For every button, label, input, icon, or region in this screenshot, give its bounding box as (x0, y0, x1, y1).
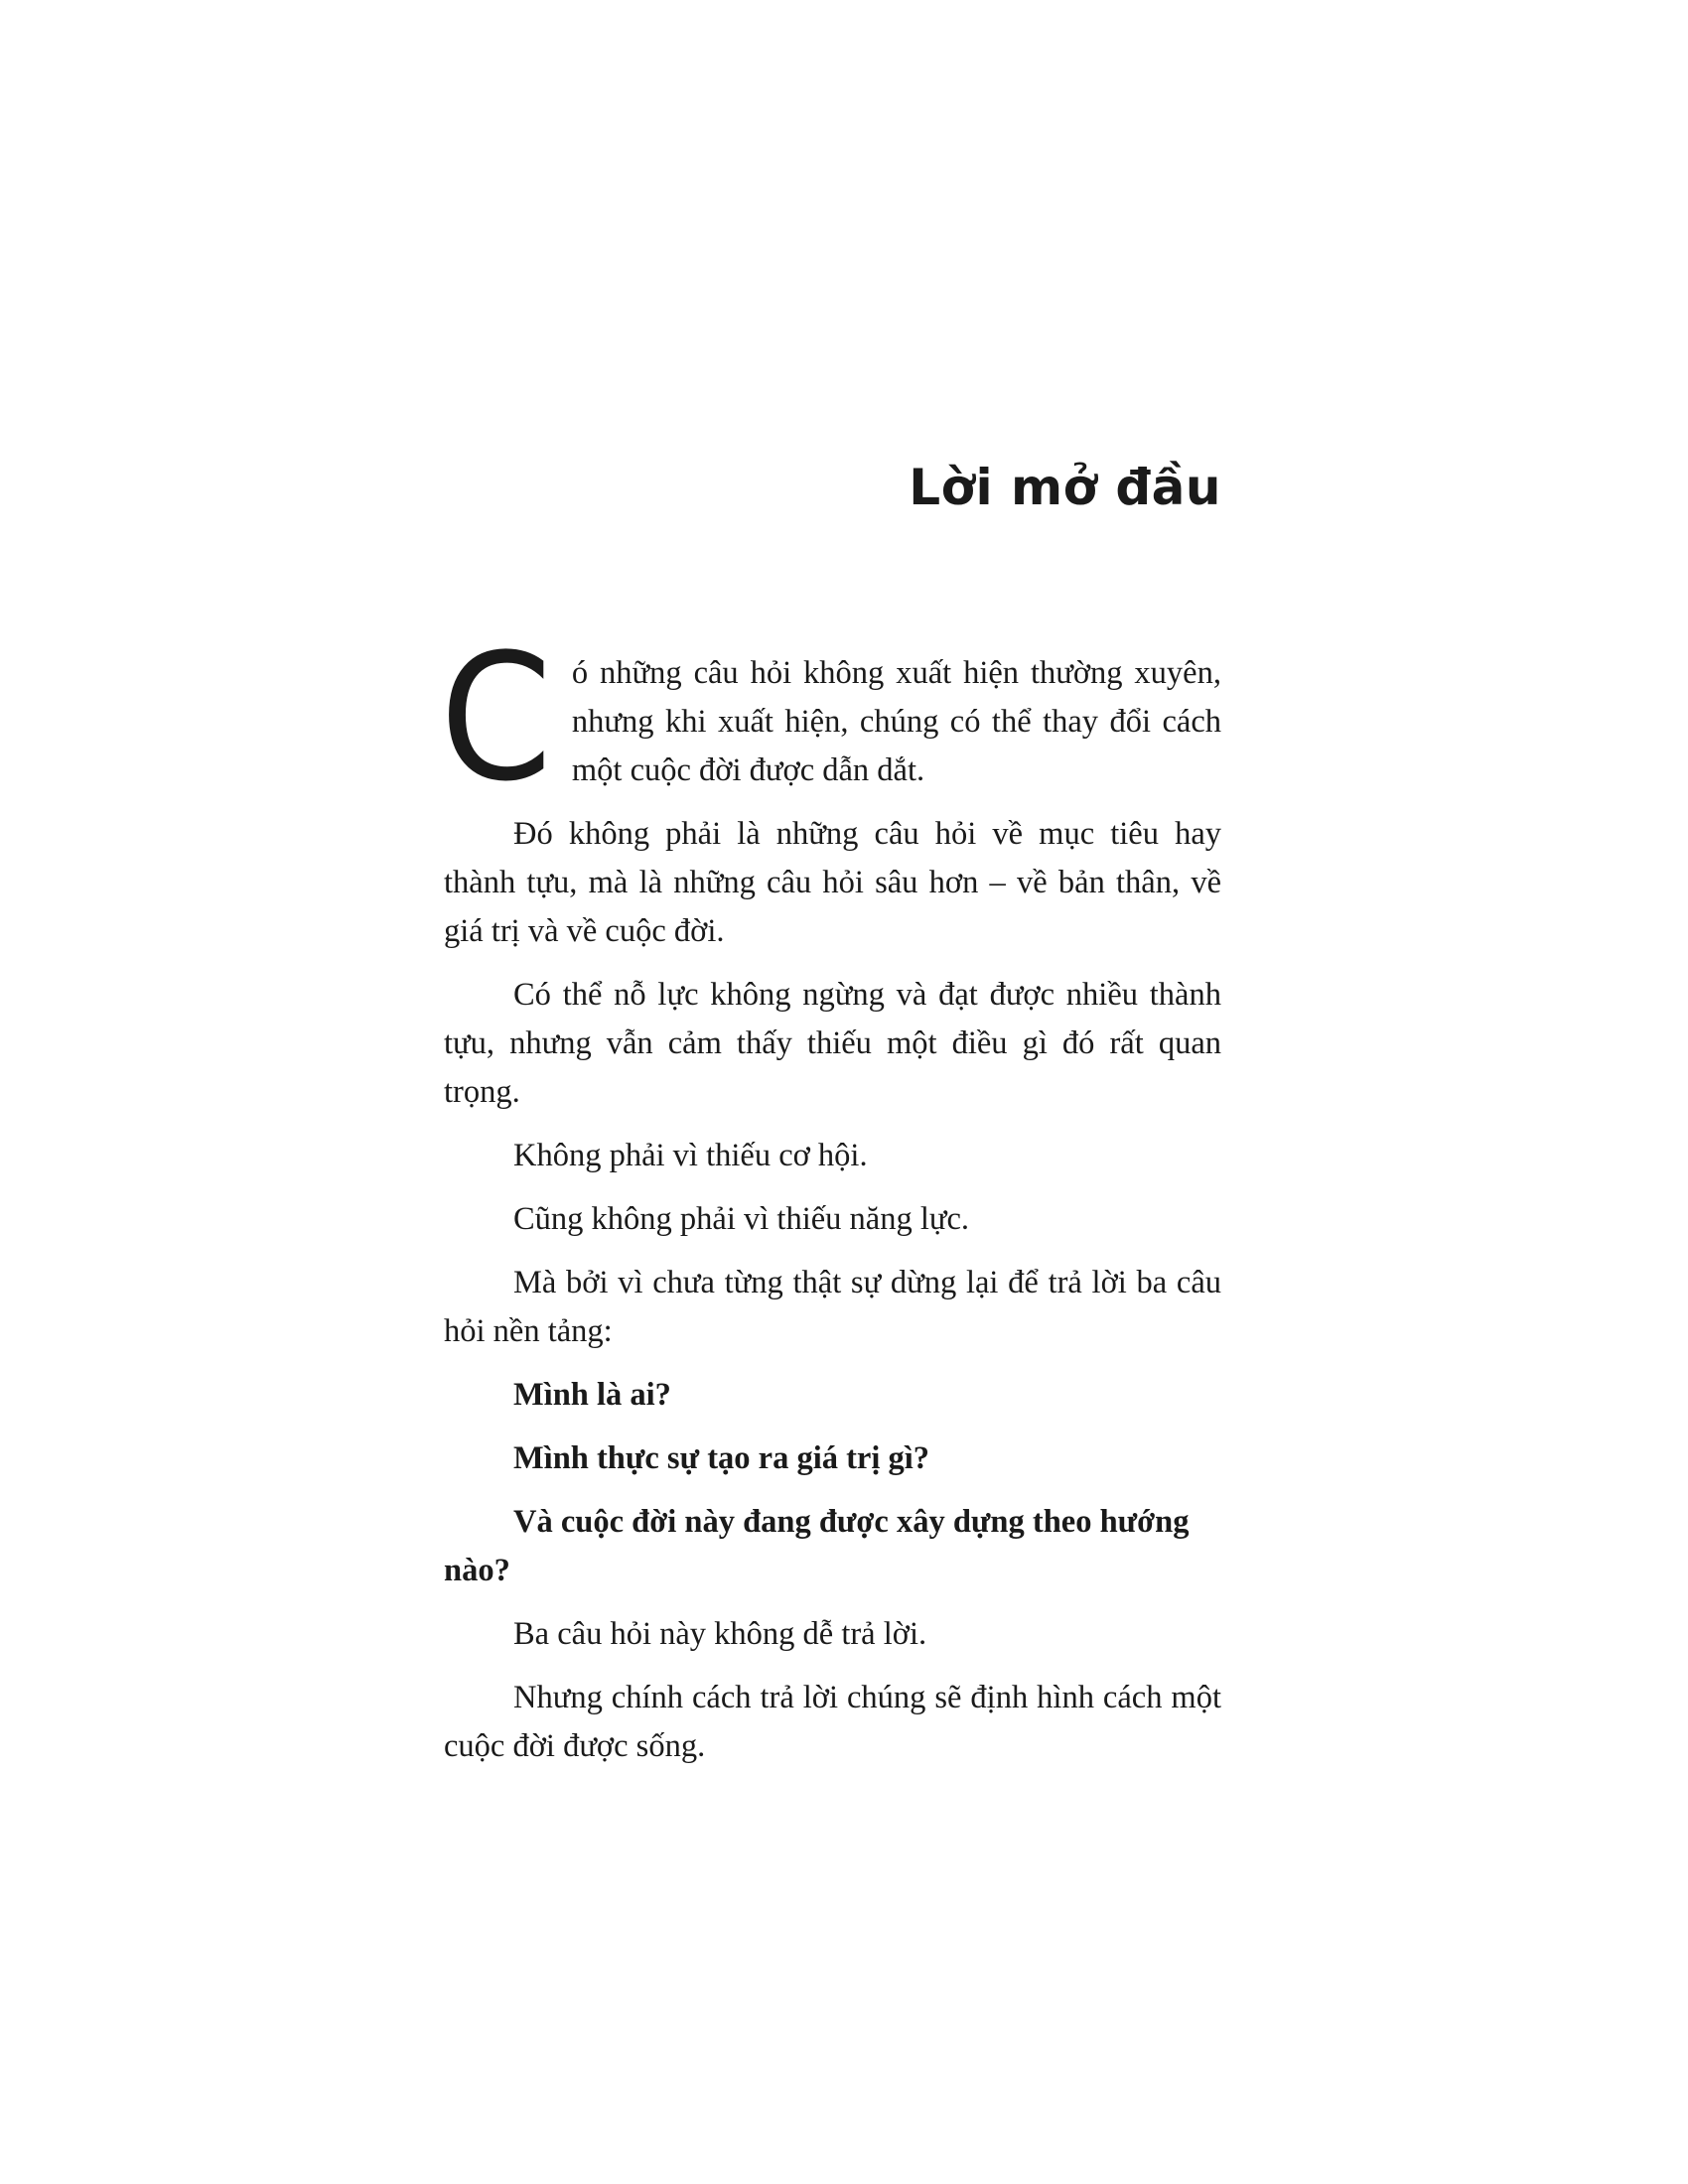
body-text (440, 616, 1221, 1786)
paragraph-5: Cũng không phải vì thiếu năng lực. (513, 1201, 970, 1237)
paragraph-8: Nhưng chính cách trả lời chúng sẽ định hình cách một cuộc đời được sống. (444, 1680, 1221, 1764)
paragraph-4: Không phải vì thiếu cơ hội. (513, 1138, 868, 1173)
paragraph-6: Mà bởi vì chưa từng thật sự dừng lại để trả lời ba câu hỏi nền tảng: (444, 1265, 1221, 1349)
paragraph-7: Ba câu hỏi này không dễ trả lời. (513, 1616, 927, 1652)
paragraph-2: Đó không phải là những câu hỏi về mục tiêu hay thành tựu, mà là những câu hỏi sâu hơn – về bản thân, về giá trị và về cuộc đời. (444, 816, 1221, 949)
dropcap-letter: C (440, 616, 553, 820)
paragraph-1-text: ó những câu hỏi không xuất hiện thường xuyên, nhưng khi xuất hiện, chúng có thể thay đổi cách một cuộc đời được dẫn dắt. (571, 655, 1221, 788)
paragraph-1 (440, 616, 1221, 820)
paragraph-3: Có thể nỗ lực không ngừng và đạt được nhiều thành tựu, nhưng vẫn cảm thấy thiếu một điều gì đó rất quan trọng. (444, 977, 1221, 1110)
question-1: Mình là ai? (513, 1377, 671, 1413)
page-title: Lời mở đầu (909, 459, 1221, 516)
question-2: Mình thực sự tạo ra giá trị gì? (513, 1440, 930, 1476)
question-3: Và cuộc đời này đang được xây dựng theo hướng nào? (444, 1504, 1190, 1588)
